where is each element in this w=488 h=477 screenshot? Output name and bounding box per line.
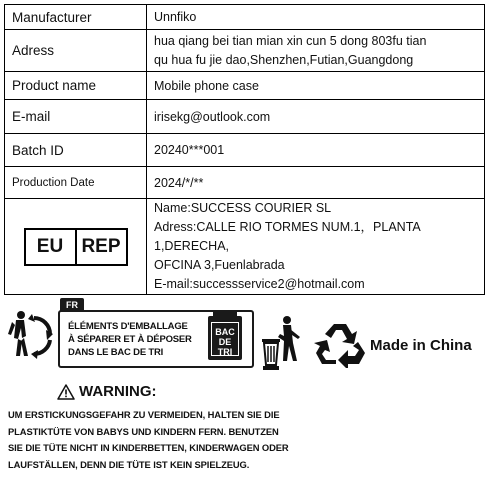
batch-id-value: 20240***001 [147, 134, 485, 167]
eu-rep-address-2: OFCINA 3,Fuenlabrada [154, 258, 285, 272]
eu-rep-eu: EU [36, 235, 64, 257]
production-date-value: 2024/*/** [147, 167, 485, 199]
batch-id-label: Batch ID [5, 134, 147, 167]
eu-rep-symbol [24, 228, 128, 266]
eu-rep-details [147, 199, 485, 295]
table-row [5, 199, 485, 295]
email-value: irisekg@outlook.com [147, 100, 485, 134]
sorting-line: DANS LE BAC DE TRI [68, 347, 164, 358]
eu-rep-name: Name:SUCCESS COURIER SL [154, 201, 332, 215]
address-value [147, 30, 485, 72]
sorting-info-text [68, 320, 192, 359]
manufacturer-label: Manufacturer [5, 5, 147, 30]
warning-title [57, 383, 157, 400]
email-label: E-mail [5, 100, 147, 134]
warning-line: UM ERSTICKUNGSGEFAHR ZU VERMEIDEN, HALTEN SIE DIE [8, 409, 280, 420]
warning-triangle-icon [57, 384, 75, 400]
address-line: qu hua fu jie dao,Shenzhen,Futian,Guangdong [154, 52, 414, 67]
address-label: Adress [5, 30, 147, 72]
table-row [5, 134, 485, 167]
bac-de-tri-icon [208, 316, 242, 360]
table-row [5, 30, 485, 72]
address-line: hua qiang bei tian mian xin cun 5 dong 803fu tian [154, 33, 427, 48]
sorting-line: ÉLÉMENTS D'EMBALLAGE [68, 321, 188, 332]
crossed-bin-icon [260, 315, 306, 371]
made-in-label: Made in China [370, 337, 472, 354]
sorting-line: À SÉPARER ET À DÉPOSER [68, 334, 192, 345]
table-row [5, 100, 485, 134]
recycle-icon [314, 320, 366, 368]
manufacturer-value: Unnfiko [147, 5, 485, 30]
warning-line: LAUFSTÄLLEN, DENN DIE TÜTE IST KEIN SPIELZEUG. [8, 458, 250, 470]
bac-line: DE [218, 337, 232, 347]
warning-line: PLASTIKTÜTE VON BABYS UND KINDERN FERN. BENUTZEN [8, 425, 279, 437]
eu-rep-address: Adress:CALLE RIO TORMES NUM.1，PLANTA 1,DERECHA, [154, 220, 421, 253]
warning-title-text: WARNING: [79, 383, 157, 400]
table-row [5, 72, 485, 100]
table-row [5, 5, 485, 30]
warning-text [8, 407, 468, 473]
bac-line: BAC [215, 327, 235, 337]
eu-rep-rep: REP [75, 230, 126, 264]
eu-rep-email: E-mail:successservice2@hotmail.com [154, 277, 365, 291]
warning-line: SIE DIE TÜTE NICHT IN KINDERBETTEN, KINDERWAGEN ODER [8, 442, 289, 453]
product-name-value: Mobile phone case [147, 72, 485, 100]
fr-badge: FR [60, 298, 84, 312]
table-row [5, 167, 485, 199]
production-date-label: Production Date [5, 167, 147, 199]
product-info-table [4, 4, 485, 295]
bac-line: TRI [217, 347, 233, 357]
eu-rep-symbol-cell [5, 199, 147, 295]
product-name-label: Product name [5, 72, 147, 100]
triman-icon [6, 308, 54, 360]
